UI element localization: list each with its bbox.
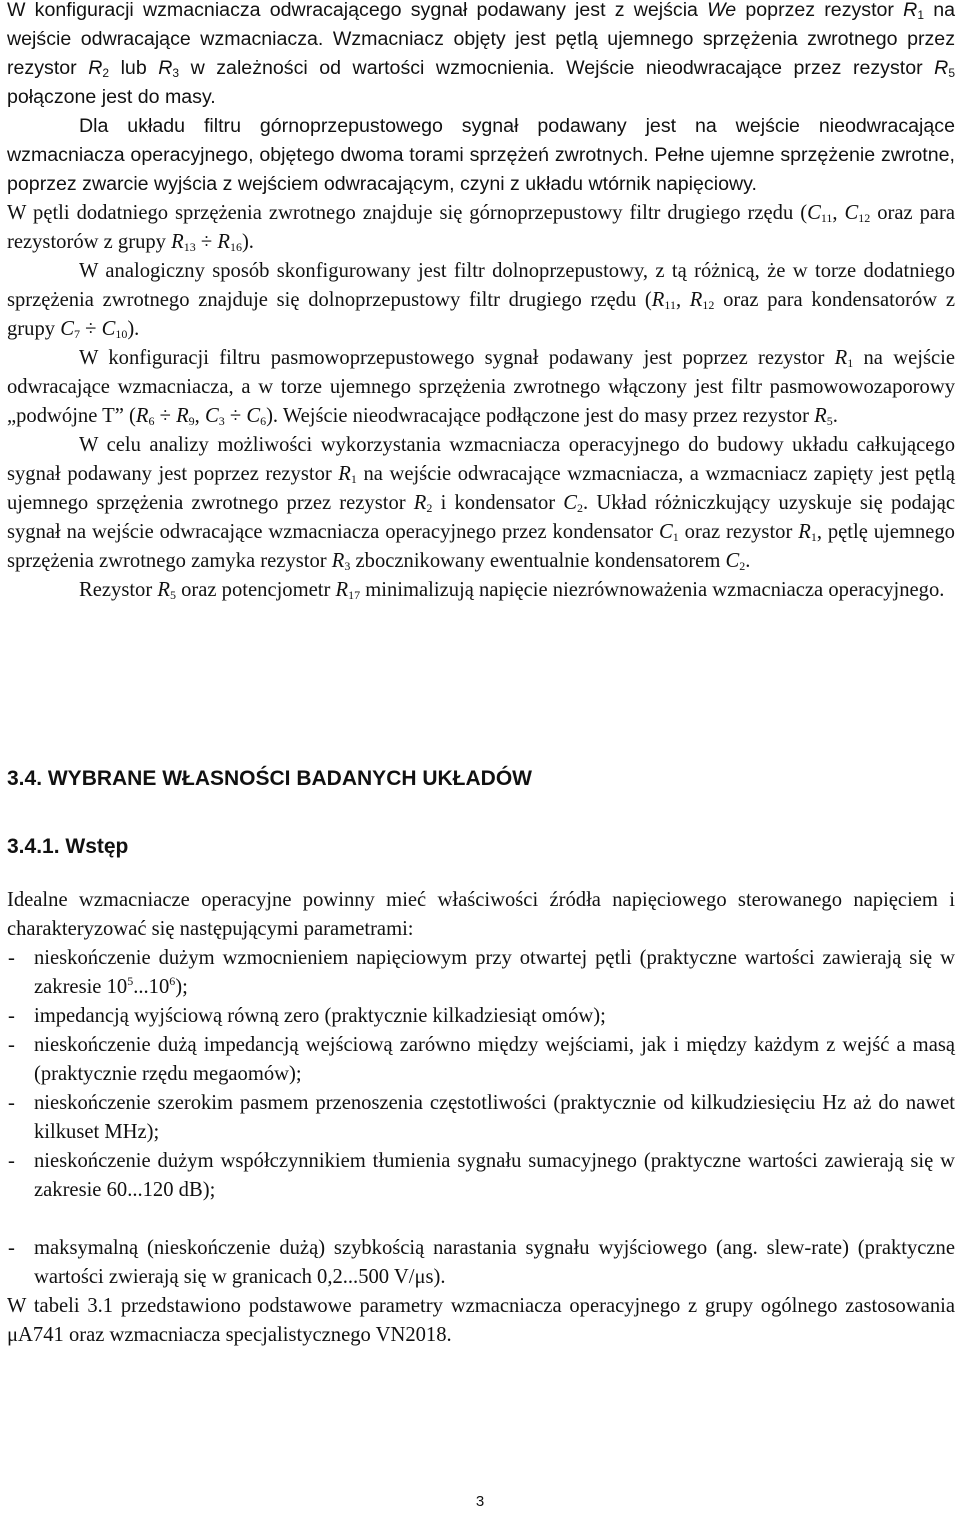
list-item: - nieskończenie dużą impedancją wejściową zarówno między wejściami, jak i między każdym z wejść a masą (praktycznie rzędu megaomów); [8,1034,955,1085]
paragraph-highpass-filter: Dla układu filtru górnoprzepustowego sygnał podawany jest na wejście nieodwracające wzmacniacza operacyjnego, objętego dwoma torami sprzężeń zwrotnych. Pełne ujemne sprzężenie zwrotne, poprzez zwarcie wyjścia z wejściem odwracającym, czyni z układu wtórnik napięciowy. [7,115,955,195]
introduction-section [7,886,955,1350]
list-spacer [7,1205,955,1234]
subsection-heading: 3.4.1. Wstęp [7,835,129,858]
paragraph-ideal-opamp: Idealne wzmacniacze operacyjne powinny mieć właściwości źródła napięciowego sterowanego napięciem i charakteryzować się następującymi parametrami: [7,889,955,940]
list-item: - impedancją wyjściową równą zero (praktycznie kilkadziesiąt omów); [8,1005,606,1027]
paragraph-integrator: W celu analizy możliwości wykorzystania wzmacniacza operacyjnego do budowy układu całkującego sygnał podawany jest poprzez rezystor $R_1$ na wejście odwracające wzmacniacza, a wzmacniacz zapięty jest pętlą ujemnego sprzężenia zwrotnego przez rezystor $R_2$ i kondensator $C_2$. Układ różniczkujący uzyskuje się podając sygnał na wejście odwracające wzmacniacza operacyjnego przez kondensator $C_1$ oraz rezystor $R_1$, pętlę ujemnego sprzężenia zwrotnego zamyka rezystor $R_3$ zbocznikowany ewentualnie kondensatorem $C_2$. [7,434,955,573]
circuit-description [7,0,955,605]
list-item: - nieskończenie dużym wzmocnieniem napięciowym przy otwartej pętli (praktyczne wartości zawierają się w zakresie $10^5...10^6$); [8,947,955,998]
paragraph-offset: Rezystor $R_5$ oraz potencjometr $R_{17}$ minimalizują napięcie niezrównoważenia wzmacniacza operacyjnego. [79,579,945,602]
paragraph-table-reference: W tabeli 3.1 przedstawiono podstawowe parametry wzmacniacza operacyjnego z grupy ogólnego zastosowania μA741 oraz wzmacniacza specjalistycznego VN2018. [7,1295,955,1346]
parameter-list [7,944,955,1292]
paragraph-bandpass-filter: W konfiguracji filtru pasmowoprzepustowego sygnał podawany jest poprzez rezystor $R_1$ na wejście odwracające wzmacniacza, a w torze ujemnego sprzężenia zwrotnego włączony jest filtr pasmowowozaporowy „podwójne T” ($R_6 \div R_9$, $C_3 \div C_6$). Wejście nieodwracające podłączone jest do masy przez rezystor $R_5$. [7,347,955,428]
paragraph-inverting-config: W konfiguracji wzmacniacza odwracającego sygnał podawany jest z wejścia We poprzez rezystor $R_1$ na wejście odwracające wzmacniacza. Wzmacniacz objęty jest pętlą ujemnego sprzężenia zwrotnego przez rezystor $R_2$ lub $R_3$ w zależności od wartości wzmocnienia. Wejście nieodwracające przez rezystor $R_5$ połączone jest do masy. [7,0,955,108]
paragraph-highpass-loop: W pętli dodatniego sprzężenia zwrotnego znajduje się górnoprzepustowy filtr drugiego rzędu ($C_{11}$, $C_{12}$ oraz para rezystorów z grupy $R_{13} \div R_{16}$). [7,202,956,254]
list-item: - nieskończenie dużym współczynnikiem tłumienia sygnału sumacyjnego (praktyczne wartości zawierają się w zakresie 60...120 dB); [8,1150,955,1201]
section-heading: 3.4. WYBRANE WŁASNOŚCI BADANYCH UKŁADÓW [7,767,532,790]
list-item: - nieskończenie szerokim pasmem przenoszenia częstotliwości (praktycznie od kilkudziesięciu Hz aż do nawet kilkuset MHz); [8,1092,955,1143]
paragraph-lowpass-filter: W analogiczny sposób skonfigurowany jest filtr dolnoprzepustowy, z tą różnicą, że w torze dodatniego sprzężenia zwrotnego znajduje się dolnoprzepustowy filtr drugiego rzędu ($R_{11}$, $R_{12}$ oraz para kondensatorów z grupy $C_7 \div C_{10}$). [7,260,955,341]
list-item: - maksymalną (nieskończenie dużą) szybkością narastania sygnału wyjściowego (ang. slew-rate) (praktyczne wartości zwierają się w granicach 0,2...500 V/μs). [8,1237,955,1288]
page-number: 3 [475,1493,485,1510]
